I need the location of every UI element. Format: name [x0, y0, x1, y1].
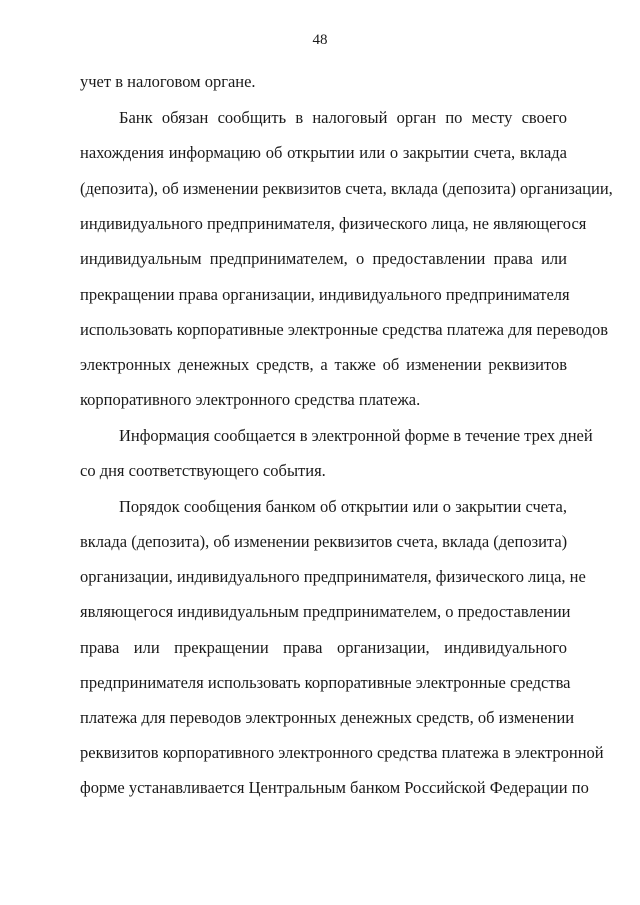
- text-line: Информация сообщается в электронной форме в течение трех дней: [119, 426, 593, 445]
- text-line: индивидуальным предпринимателем, о предоставлении права или: [80, 249, 567, 268]
- text-line: индивидуального предпринимателя, физического лица, не являющегося: [80, 214, 587, 233]
- text-line: организации, индивидуального предпринимателя, физического лица, не: [80, 567, 586, 586]
- text-line: корпоративного электронного средства платежа.: [80, 390, 421, 409]
- text-line: платежа для переводов электронных денежных средств, об изменении: [80, 708, 575, 727]
- text-line: электронных денежных средств, а также об изменении реквизитов: [80, 355, 567, 374]
- text-line: (депозита), об изменении реквизитов счета, вклада (депозита) организации,: [80, 179, 613, 198]
- text-line: Банк обязан сообщить в налоговый орган по месту своего: [119, 108, 567, 127]
- text-line: права или прекращении права организации, индивидуального: [80, 638, 567, 657]
- text-line: Порядок сообщения банком об открытии или о закрытии счета,: [119, 497, 567, 516]
- text-line: прекращении права организации, индивидуального предпринимателя: [80, 285, 570, 304]
- text-line: вклада (депозита), об изменении реквизитов счета, вклада (депозита): [80, 532, 568, 551]
- text-line: со дня соответствующего события.: [80, 461, 326, 480]
- text-line: предпринимателя использовать корпоративные электронные средства: [80, 673, 571, 692]
- text-line: форме устанавливается Центральным банком Российской Федерации по: [80, 778, 589, 797]
- text-line: нахождения информацию об открытии или о закрытии счета, вклада: [80, 143, 567, 162]
- text-line: реквизитов корпоративного электронного средства платежа в электронной: [80, 743, 604, 762]
- text-line: использовать корпоративные электронные средства платежа для переводов: [80, 320, 609, 339]
- text-line: являющегося индивидуальным предпринимателем, о предоставлении: [80, 602, 571, 621]
- page-number: 48: [312, 32, 328, 48]
- text-line: учет в налоговом органе.: [80, 72, 256, 91]
